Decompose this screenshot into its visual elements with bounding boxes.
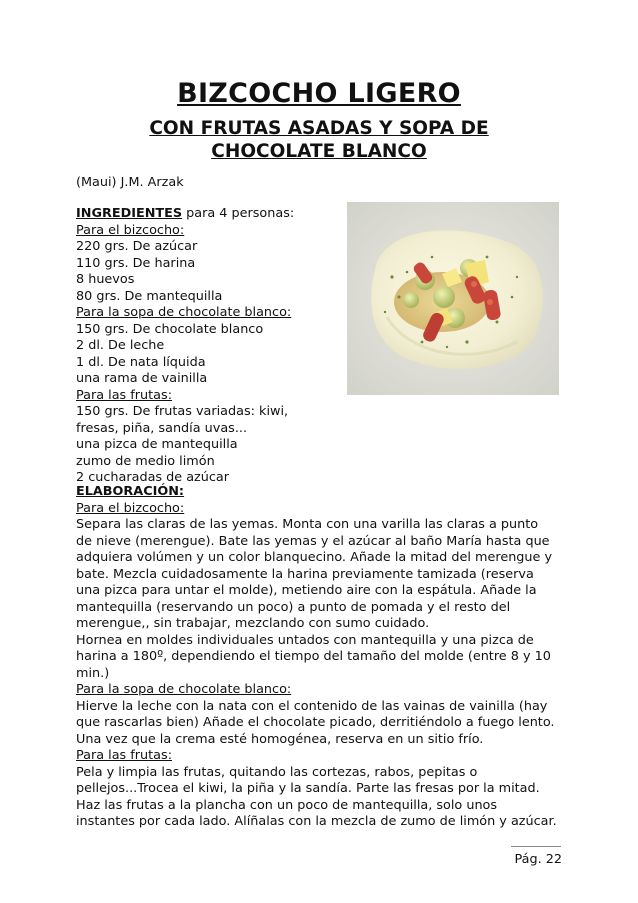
paragraph-line: merengue,, sin trabajar, mezclando con sumo cuidado. — [76, 616, 430, 631]
ingredient-item: 2 dl. De leche — [76, 338, 165, 353]
ingredient-item: 110 grs. De harina — [76, 255, 196, 271]
paragraph-line: mantequilla (reservando un poco) a punto de pomada y el resto del — [76, 599, 511, 615]
footer-divider — [511, 846, 561, 847]
ingredient-item: 150 grs. De frutas variadas: kiwi, — [76, 404, 289, 419]
subtitle-line-1: CON FRUTAS ASADAS Y SOPA DE — [149, 118, 489, 139]
ingredients-heading: INGREDIENTES — [76, 206, 183, 221]
paragraph-line: Hornea en moldes individuales untados con mantequilla y una pizca de — [76, 632, 534, 648]
author: (Maui) J.M. Arzak — [76, 175, 184, 190]
ingredient-item: una rama de vainilla — [76, 371, 208, 386]
ingredient-item: una pizca de mantequilla — [76, 437, 238, 452]
paragraph-line: min.) — [76, 665, 110, 681]
elaboration-subheading-frutas: Para las frutas: — [76, 748, 173, 763]
paragraph-line: una pizca para untar el molde), metiendo aire con la espátula. Añade la — [76, 583, 537, 598]
paragraph-line: instantes por cada lado. Alíñalas con la mezcla de zumo de limón y azúcar. — [76, 814, 557, 829]
ingredients-servings: para 4 personas: — [182, 206, 295, 221]
paragraph-line: pellejos...Trocea el kiwi, la piña y la sandía. Parte las fresas por la mitad. — [76, 781, 540, 796]
ingredient-item: zumo de medio limón — [76, 453, 215, 469]
elaboration-heading: ELABORACIÓN: — [76, 484, 185, 499]
subtitle-line-2: CHOCOLATE BLANCO — [211, 141, 427, 162]
dish-photo — [347, 202, 559, 395]
page-number: Pág. 22 — [514, 852, 562, 867]
ingredients-subheading-sopa: Para la sopa de chocolate blanco: — [76, 305, 292, 320]
ingredient-item: 220 grs. De azúcar — [76, 239, 198, 254]
ingredient-item: 1 dl. De nata líquida — [76, 354, 206, 370]
dish-photo-svg — [347, 202, 559, 395]
ingredients-subheading-bizcocho: Para el bizcocho: — [76, 222, 185, 238]
ingredient-item: 2 cucharadas de azúcar — [76, 470, 230, 485]
paragraph-line: que rascarlas bien) Añade el chocolate picado, derritiéndolo a fuego lento. — [76, 715, 555, 730]
ingredient-item: 80 grs. De mantequilla — [76, 288, 223, 304]
paragraph-line: de nieve (merengue). Bate las yemas y el azúcar al baño María hasta que — [76, 533, 550, 549]
page-title: BIZCOCHO LIGERO — [177, 78, 461, 109]
paragraph-line: Haz las frutas a la plancha con un poco de mantequilla, solo unos — [76, 797, 498, 813]
paragraph-line: Hierve la leche con la nata con el contenido de las vainas de vainilla (hay — [76, 698, 548, 714]
ingredient-item: 150 grs. De chocolate blanco — [76, 321, 264, 337]
paragraph-line: Pela y limpia las frutas, quitando las cortezas, rabos, pepitas o — [76, 764, 478, 780]
paragraph-line: bate. Mezcla cuidadosamente la harina previamente tamizada (reserva — [76, 566, 534, 582]
elaboration-section — [76, 484, 576, 831]
elaboration-subheading-bizcocho: Para el bizcocho: — [76, 500, 185, 516]
paragraph-line: harina a 180º, dependiendo el tiempo del tamaño del molde (entre 8 y 10 — [76, 649, 551, 664]
subtitle — [0, 117, 638, 163]
ingredient-item: 8 huevos — [76, 272, 135, 287]
paragraph-line: Separa las claras de las yemas. Monta con una varilla las claras a punto — [76, 517, 539, 532]
paragraph-line: adquiera volúmen y un color blanquecino. Añade la mitad del merengue y — [76, 550, 553, 565]
ingredient-item: fresas, piña, sandía uvas... — [76, 420, 248, 436]
ingredients-subheading-frutas: Para las frutas: — [76, 387, 173, 403]
paragraph-line: Una vez que la crema esté homogénea, reserva en un sitio frío. — [76, 731, 484, 747]
elaboration-subheading-sopa: Para la sopa de chocolate blanco: — [76, 682, 292, 697]
